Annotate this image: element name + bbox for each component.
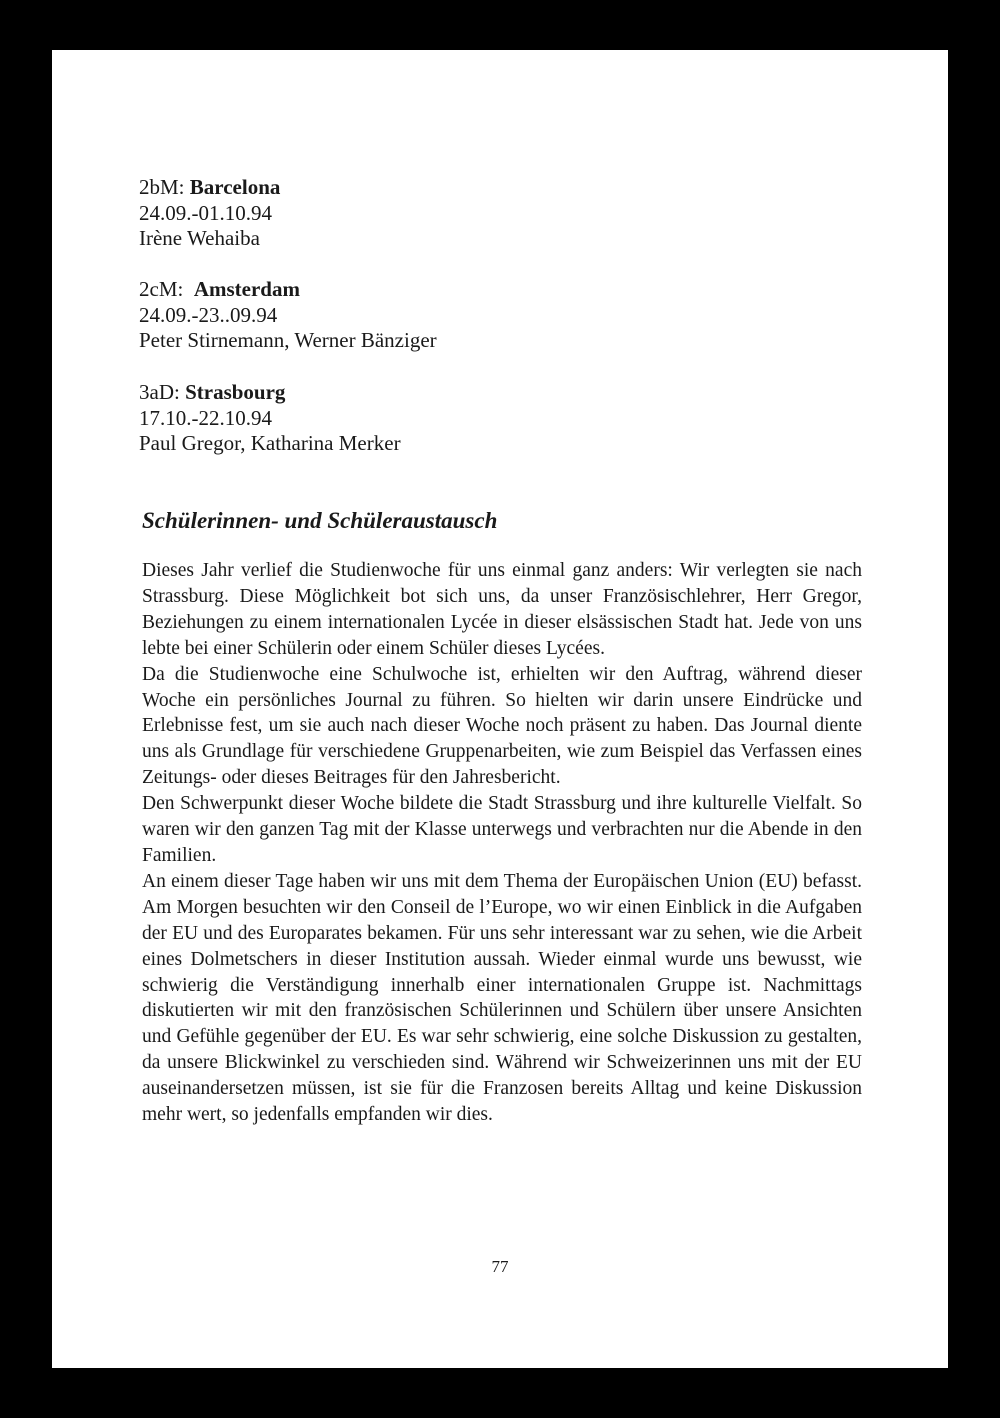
- paragraph: Dieses Jahr verlief die Studienwoche für uns einmal ganz anders: Wir verlegten sie nach Strassburg. Diese Möglichkeit bot sich uns, da unser Französischlehrer, Herr Gregor, Beziehungen zu einem internationalen Lycée in dieser elsässischen Stadt hat. Jede von uns lebte bei einer Schülerin oder einem Schüler dieses Lycées.: [142, 560, 862, 659]
- trip-title: [139, 175, 280, 201]
- trip-entry-strasbourg: [139, 380, 401, 457]
- trip-entry-barcelona: [139, 175, 280, 252]
- article-body: [142, 558, 862, 1128]
- trip-dates: 24.09.-01.10.94: [139, 200, 272, 225]
- trip-entry-amsterdam: [139, 277, 437, 354]
- trip-dates: 24.09.-23..09.94: [139, 302, 278, 327]
- trip-destination: Barcelona: [189, 175, 281, 199]
- document-page: [52, 50, 948, 1368]
- trip-class-label: 2cM:: [139, 277, 184, 301]
- trip-title: [139, 277, 437, 303]
- trip-destination: Amsterdam: [193, 277, 300, 301]
- page-number: 77: [491, 1257, 509, 1276]
- trip-leaders: Paul Gregor, Katharina Merker: [139, 431, 401, 455]
- paragraph: An einem dieser Tage haben wir uns mit dem Thema der Europäischen Union (EU) befasst. Am Morgen besuchten wir den Conseil de l’Europe, wo wir einen Einblick in die Aufgaben der EU und des Europarates bekamen. Für uns sehr interessant war zu sehen, wie die Arbeit eines Dolmetschers in dieser Institution aussah. Wieder einmal wurde uns bewusst, wie schwierig die Verständigung innerhalb einer internationalen Gruppe ist. Nachmittags diskutierten wir mit den französischen Schülerinnen und Schülern über unsere Ansichten und Gefühle gegenüber der EU. Es war sehr schwierig, eine solche Diskussion zu gestalten, da unsere Blickwinkel zu verschieden sind. Während wir Schweizerinnen uns mit der EU auseinandersetzen müssen, ist sie für die Franzosen bereits Alltag und keine Diskussion mehr wert, so jedenfalls empfanden wir dies.: [142, 870, 862, 1126]
- trip-title: [139, 380, 401, 406]
- section-heading: Schülerinnen- und Schüleraustausch: [142, 508, 498, 533]
- paragraph: Den Schwerpunkt dieser Woche bildete die Stadt Strassburg und ihre kulturelle Vielfalt. So waren wir den ganzen Tag mit der Klasse unterwegs und verbrachten nur die Abende in den Familien.: [142, 793, 862, 866]
- trip-destination: Strasbourg: [185, 380, 286, 404]
- trip-leaders: Irène Wehaiba: [139, 226, 260, 250]
- trip-leaders: Peter Stirnemann, Werner Bänziger: [139, 328, 437, 352]
- trip-class-label: 2bM:: [139, 175, 185, 199]
- trip-class-label: 3aD:: [139, 380, 180, 404]
- paragraph: Da die Studienwoche eine Schulwoche ist, erhielten wir den Auftrag, während dieser Woche ein persönliches Journal zu führen. So hielten wir darin unsere Eindrücke und Erlebnisse fest, um sie auch nach dieser Woche noch präsent zu haben. Das Journal diente uns als Grundlage für verschiedene Gruppenarbeiten, wie zum Beispiel das Verfassen eines Zeitungs- oder dieses Beitrages für den Jahresbericht.: [142, 663, 862, 789]
- trip-dates: 17.10.-22.10.94: [139, 405, 272, 430]
